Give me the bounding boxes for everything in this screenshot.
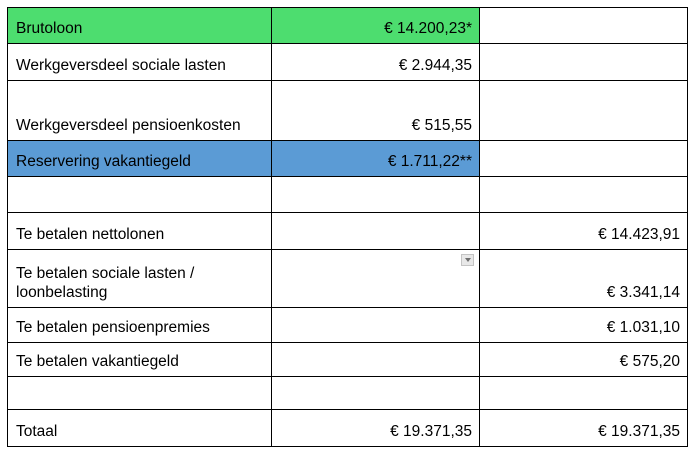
cell-label[interactable]: Werkgeversdeel pensioenkosten — [8, 81, 272, 141]
table-row — [8, 213, 688, 250]
table-row — [8, 250, 688, 308]
cell-label[interactable]: Werkgeversdeel sociale lasten — [8, 44, 272, 81]
cell-label[interactable] — [8, 377, 272, 410]
cell-label[interactable]: Brutoloon — [8, 8, 272, 44]
cell-value[interactable]: € 14.423,91 — [480, 213, 688, 250]
cell-value[interactable] — [272, 213, 480, 250]
cell-value[interactable]: € 2.944,35 — [272, 44, 480, 81]
spreadsheet-table — [7, 7, 688, 447]
cell-label[interactable]: Totaal — [8, 410, 272, 447]
table-row — [8, 141, 688, 177]
table-row — [8, 177, 688, 213]
cell-value[interactable] — [272, 343, 480, 377]
cell-label[interactable]: Reservering vakantiegeld — [8, 141, 272, 177]
cell-label[interactable] — [8, 177, 272, 213]
cell-label[interactable]: Te betalen nettolonen — [8, 213, 272, 250]
cell-value[interactable]: € 1.031,10 — [480, 308, 688, 343]
table-row — [8, 308, 688, 343]
cell-value[interactable] — [480, 44, 688, 81]
cell-value[interactable] — [272, 177, 480, 213]
cell-value[interactable] — [480, 377, 688, 410]
cell-value[interactable] — [272, 377, 480, 410]
cell-label[interactable]: Te betalen vakantiegeld — [8, 343, 272, 377]
cell-value[interactable]: € 14.200,23* — [272, 8, 480, 44]
cell-value[interactable]: € 515,55 — [272, 81, 480, 141]
table-row — [8, 343, 688, 377]
cell-value[interactable] — [480, 177, 688, 213]
cell-label[interactable]: Te betalen pensioenpremies — [8, 308, 272, 343]
cell-value[interactable]: € 3.341,14 — [480, 250, 688, 308]
table-row — [8, 8, 688, 44]
table-row — [8, 377, 688, 410]
cell-value[interactable] — [480, 8, 688, 44]
cell-value[interactable] — [272, 250, 480, 308]
table-row — [8, 81, 688, 141]
chevron-down-icon[interactable] — [461, 254, 474, 266]
cell-value[interactable]: € 1.711,22** — [272, 141, 480, 177]
cell-value[interactable]: € 575,20 — [480, 343, 688, 377]
cell-value[interactable]: € 19.371,35 — [480, 410, 688, 447]
table-row — [8, 410, 688, 447]
cell-label[interactable]: Te betalen sociale lasten / loonbelasting — [8, 250, 272, 308]
cell-value[interactable] — [480, 81, 688, 141]
table-row — [8, 44, 688, 81]
cell-value[interactable]: € 19.371,35 — [272, 410, 480, 447]
cell-value[interactable] — [272, 308, 480, 343]
cell-value[interactable] — [480, 141, 688, 177]
